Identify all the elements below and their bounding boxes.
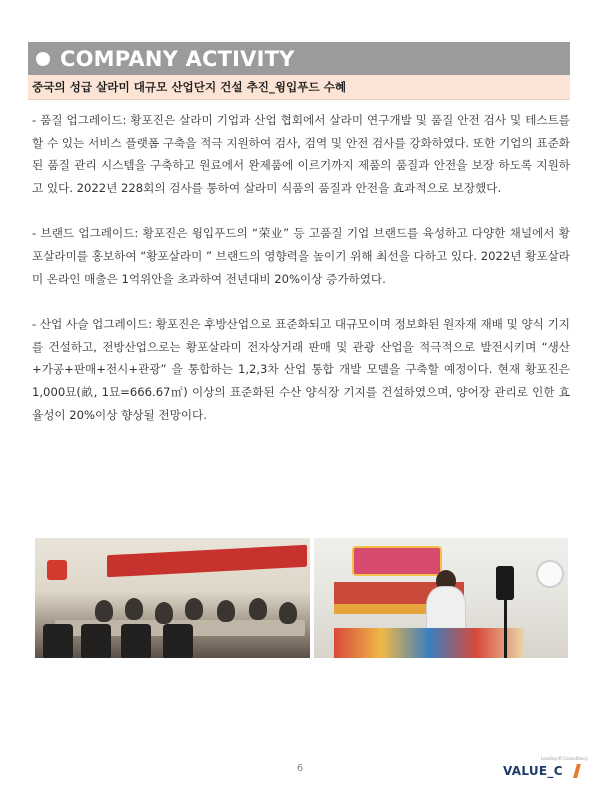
photo-person <box>95 600 113 622</box>
paragraph-quality-upgrade: - 품질 업그레이드: 황포진은 살라미 기업과 산업 협회에서 살라미 연구개발 및 품질 안전 검사 및 테스트를 할 수 있는 서비스 플랫폼 구축을 적극 지원하여 검사, 검역 및 안전 검사를 강화하였다. 또한 기업의 표준화된 품질 관리 시스템을 구축하고 원료에서 완제품에 이르기까지 제품의 품질과 안전을 보장 하도록 지원하고 있다. 2022년 228회의 검사를 통하여 살라미 식품의 품질과 안전을 효과적으로 보장했다. <box>32 113 570 195</box>
photo-person <box>155 602 173 624</box>
paragraph-industry-chain-upgrade: - 산업 사슬 업그레이드: 황포진은 후방산업으로 표준화되고 대규모이며 정보화된 원자재 재배 및 양식 기지를 건설하고, 전방산업으로는 황포살라미 전자상거래 판매 및 관광 산업을 적극적으로 발전시키며 “생산+가공+판매+전시+관광” 을 통합하는 1,2,3차 산업 통합 개발 모델을 구축할 예정이다. 현재 황포진은 1,000묘(畝, 1묘=666.67㎡) 이상의 표준화된 수산 양식장 기지를 건설하였으며, 양어장 관리로 인한 효율성이 20%이상 향상될 전망이다. <box>32 317 570 422</box>
paragraph-brand-upgrade: - 브랜드 업그레이드: 황포진은 윙입푸드의 “荣业” 등 고품질 기업 브랜드를 육성하고 다양한 채널에서 황포살라미를 홍보하여 “황포살라미 ” 브랜드의 영향력을 높이기 위해 최선을 다하고 있다. 2022년 황포살라미 온라인 매출은 1억위안을 초과하여 전년대비 20%이상 증가하였다. <box>32 226 570 286</box>
section-title: COMPANY ACTIVITY <box>60 46 295 71</box>
photo-products-desk <box>334 628 524 658</box>
photo-chair <box>43 624 73 658</box>
article-title: 중국의 성급 살라미 대규모 산업단지 건설 추진_윙입푸드 수혜 <box>32 80 347 94</box>
photo-tripod <box>504 600 507 658</box>
bullet-icon <box>36 52 50 66</box>
photo-chair <box>163 624 193 658</box>
photo-ring-light <box>536 560 564 588</box>
section-header <box>28 42 570 75</box>
photo-row <box>35 538 568 658</box>
logo-accent-icon <box>573 764 581 778</box>
photo-store-sign <box>352 546 442 576</box>
logo-tagline: Leading IR Consultancy <box>541 756 588 761</box>
photo-flag <box>47 560 67 580</box>
livestream-photo <box>314 538 568 658</box>
logo-text: VALUE_C <box>503 764 563 778</box>
photo-person <box>279 602 297 624</box>
photo-person <box>185 598 203 620</box>
photo-person <box>125 598 143 620</box>
photo-host <box>426 586 466 634</box>
company-logo <box>503 756 588 780</box>
photo-person <box>217 600 235 622</box>
photo-phone <box>496 566 514 600</box>
photo-person <box>249 598 267 620</box>
meeting-photo <box>35 538 310 658</box>
photo-chair <box>121 624 151 658</box>
photo-banner <box>107 545 307 577</box>
article-body <box>32 109 570 426</box>
photo-chair <box>81 624 111 658</box>
page-number: 6 <box>296 763 304 774</box>
article-subheader <box>28 75 570 100</box>
